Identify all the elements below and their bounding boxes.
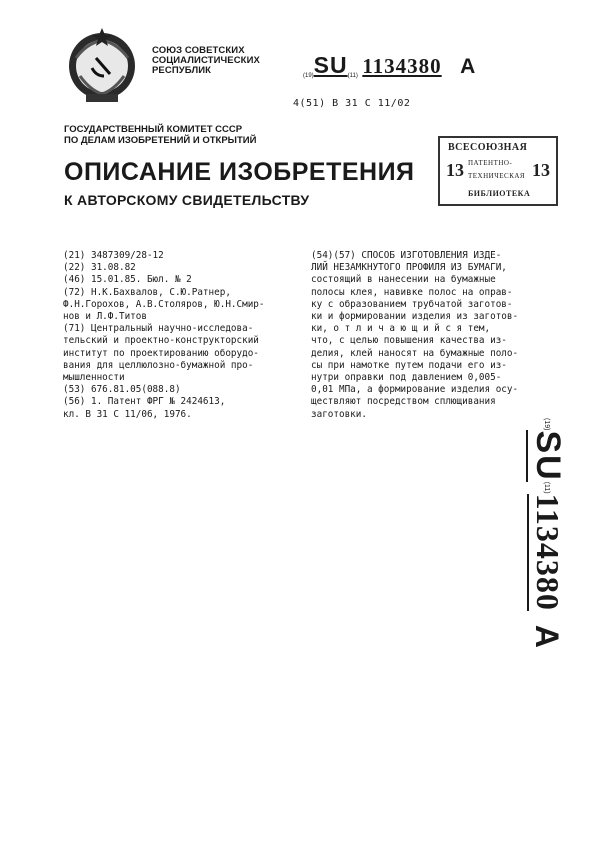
abstract-line: 0,01 МПа, а формирование изделия осу- [311, 384, 519, 396]
patent-id-header [303, 52, 475, 79]
side-inid-code-11: (11) [543, 481, 551, 494]
abstract-line: состоящий в нанесении на бумажные [311, 274, 496, 286]
document-kind: A [460, 55, 476, 78]
biblio-line: вания для целлюлозно-бумажной про- [63, 359, 254, 371]
stamp-number-right: 13 [532, 160, 550, 180]
biblio-line: (71) Центральный научно-исследова- [63, 323, 254, 335]
state-emblem [62, 24, 142, 108]
patent-number: 1134380 [362, 54, 442, 78]
committee-line: ПО ДЕЛАМ ИЗОБРЕТЕНИЙ И ОТКРЫТИЙ [64, 135, 257, 146]
biblio-line: (46) 15.01.85. Бюл. № 2 [63, 274, 192, 286]
abstract-line: ществляют посредством сплющивания [311, 396, 496, 408]
side-patent-label [520, 418, 574, 682]
stamp-line: БИБЛИОТЕКА [468, 189, 531, 198]
library-stamp [438, 136, 558, 206]
stamp-line: ПАТЕНТНО- [468, 159, 513, 167]
claim-abstract [311, 250, 541, 421]
abstract-line: делия, клей наносят на бумажные поло- [311, 347, 519, 359]
biblio-line: тельский и проектно-конструкторский [63, 335, 259, 347]
inid-code-19: (19) [303, 73, 314, 79]
side-document-kind: A [529, 624, 566, 648]
abstract-line: ЛИЙ НЕЗАМКНУТОГО ПРОФИЛЯ ИЗ БУМАГИ, [311, 262, 507, 274]
abstract-line: нутри оправки под давлением 0,005- [311, 372, 502, 384]
abstract-line: (54)(57) СПОСОБ ИЗГОТОВЛЕНИЯ ИЗДЕ- [311, 250, 502, 261]
biblio-line: Ф.Н.Горохов, А.В.Столяров, Ю.Н.Смир- [63, 298, 265, 310]
abstract-line: полосы клея, навивке полос на оправ- [311, 286, 513, 298]
side-country-code: SU [527, 430, 568, 481]
biblio-line: (53) 676.81.05(088.8) [63, 384, 181, 396]
biblio-line: кл. В 31 С 11/06, 1976. [63, 408, 192, 420]
abstract-line: что, с целью повышения качества из- [311, 335, 507, 347]
org-line: СОЮЗ СОВЕТСКИХ [152, 45, 245, 56]
biblio-line: (72) Н.К.Бахвалов, С.Ю.Ратнер, [63, 286, 231, 298]
biblio-line: (21) 3487309/28-12 [63, 250, 164, 261]
side-inid-code-19: (19) [543, 418, 551, 431]
biblio-line: мышленности [63, 372, 125, 384]
committee-line: ГОСУДАРСТВЕННЫЙ КОМИТЕТ СССР [64, 124, 243, 135]
org-line: СОЦИАЛИСТИЧЕСКИХ [152, 55, 260, 66]
biblio-line: (22) 31.08.82 [63, 262, 136, 274]
biblio-line: (56) 1. Патент ФРГ № 2424613, [63, 396, 226, 408]
bibliographic-data [63, 250, 293, 421]
document-title: ОПИСАНИЕ ИЗОБРЕТЕНИЯ [64, 158, 415, 186]
abstract-line: ки, о т л и ч а ю щ и й с я тем, [311, 323, 491, 335]
abstract-line: заготовки. [311, 408, 367, 420]
abstract-line: сы при намотке путем подачи его из- [311, 359, 507, 371]
ipc-classification: 4(51) B 31 C 11/02 [293, 98, 411, 109]
stamp-line: ТЕХНИЧЕСКАЯ [468, 172, 526, 180]
committee-name [64, 124, 256, 146]
org-line: РЕСПУБЛИК [152, 65, 212, 76]
abstract-line: ку с образованием трубчатой заготов- [311, 298, 513, 310]
stamp-number-left: 13 [446, 160, 464, 180]
document-subtitle: К АВТОРСКОМУ СВИДЕТЕЛЬСТВУ [64, 192, 310, 208]
inid-code-11: (11) [347, 73, 358, 79]
country-name [152, 46, 260, 76]
biblio-line: нов и Л.Ф.Титов [63, 311, 147, 323]
biblio-line: институт по проектированию оборудо- [63, 347, 259, 359]
abstract-line: ки и формировании изделия из заготов- [311, 311, 519, 323]
country-code: SU [313, 52, 348, 78]
stamp-line: ВСЕСОЮЗНАЯ [448, 142, 528, 153]
side-patent-number: 1134380 [528, 494, 567, 611]
